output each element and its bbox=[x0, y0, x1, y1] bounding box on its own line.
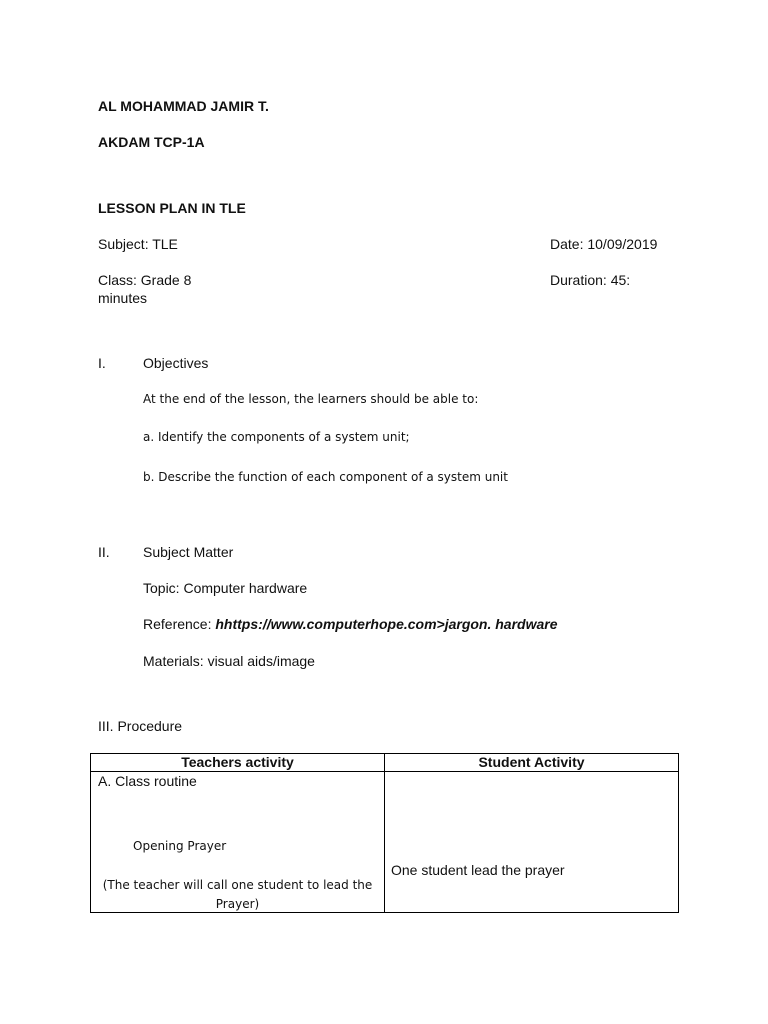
table-header-row bbox=[91, 754, 679, 772]
reference-label: Reference: bbox=[143, 616, 216, 632]
class-routine-label: A. Class routine bbox=[98, 773, 197, 789]
procedure-heading: III. Procedure bbox=[98, 718, 183, 734]
objective-item: a. Identify the components of a system unit; bbox=[143, 430, 410, 444]
duration-continuation: minutes bbox=[98, 290, 148, 306]
author-name: AL MOHAMMAD JAMIR T. bbox=[98, 98, 269, 114]
topic-field: Topic: Computer hardware bbox=[143, 580, 308, 596]
teacher-note: (The teacher will call one student to lead the Prayer) bbox=[102, 878, 373, 911]
date-field: Date: 10/09/2019 bbox=[550, 236, 658, 252]
subject-matter-heading: Subject Matter bbox=[143, 544, 234, 560]
objective-item: b. Describe the function of each component of a system unit bbox=[143, 470, 508, 484]
procedure-table bbox=[90, 753, 679, 913]
student-activity-cell bbox=[385, 772, 679, 913]
section-name: AKDAM TCP-1A bbox=[98, 134, 205, 150]
opening-prayer-label: Opening Prayer bbox=[133, 839, 227, 853]
student-activity-text: One student lead the prayer bbox=[391, 862, 565, 878]
duration-field: Duration: 45: bbox=[550, 272, 631, 288]
teacher-activity-cell bbox=[91, 772, 385, 913]
table-row bbox=[91, 772, 679, 913]
column-header-teacher: Teachers activity bbox=[91, 754, 385, 772]
document-title: LESSON PLAN IN TLE bbox=[98, 200, 246, 216]
reference-link[interactable]: hhttps://www.computerhope.com>jargon. hardware bbox=[215, 616, 558, 632]
objectives-heading: Objectives bbox=[143, 355, 209, 371]
reference-field bbox=[143, 616, 558, 632]
materials-field: Materials: visual aids/image bbox=[143, 653, 315, 669]
subject-field: Subject: TLE bbox=[98, 236, 178, 252]
subject-matter-numeral: II. bbox=[98, 544, 110, 560]
column-header-student: Student Activity bbox=[385, 754, 679, 772]
class-field: Class: Grade 8 bbox=[98, 272, 192, 288]
objectives-numeral: I. bbox=[98, 355, 106, 371]
objectives-intro: At the end of the lesson, the learners should be able to: bbox=[143, 392, 479, 406]
